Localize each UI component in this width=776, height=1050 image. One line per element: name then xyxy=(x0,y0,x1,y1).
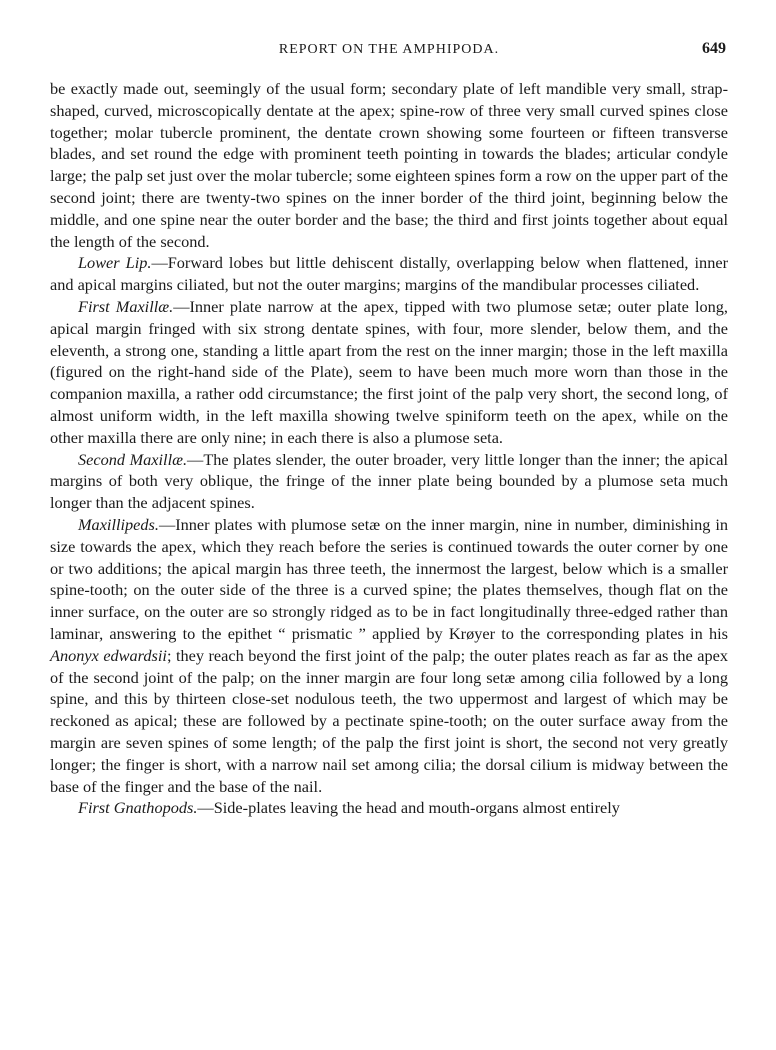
page-number: 649 xyxy=(702,40,726,57)
paragraph-text: —Inner plate narrow at the apex, tipped with two plumose setæ; outer plate long, apical margin fringed with six strong dentate spines, with four, more slender, below them, and the eleventh, a strong one, standing a little apart from the rest on the inner margin; those in the left maxilla (figured on the right-hand side of the Plate), seem to have been much more worn than those in the companion maxilla, a rather odd circumstance; the first joint of the palp very short, the second long, of almost uniform width, in the left maxilla showing twelve spiniform teeth on the apex, while on the other maxilla there are only nine; in each there is also a plumose seta. xyxy=(50,296,728,447)
section-heading-first-gnathopods: First Gnathopods. xyxy=(78,798,198,818)
paragraph-text: —Forward lobes but little dehiscent distally, overlapping below when flattened, inner and apical margins ciliated, but not the outer margins; margins of the mandibular processes ciliated. xyxy=(50,253,728,295)
section-heading-maxillipeds: Maxillipeds. xyxy=(78,514,159,534)
paragraph-text: —Inner plates with plumose setæ on the inner margin, nine in number, diminishing in size towards the apex, which they reach before the series is continued towards the outer corner by one or two additions; the apical margin has three teeth, the innermost the largest, below which is a smaller spine-tooth; on the outer side of the three is a curved spine; the plates themselves, though flat on the inner surface, on the outer are so strongly ridged as to be in fact longitudinally three-edged rather than laminar, answering to the epithet “ prismatic ” applied by Krøyer to the corresponding plates in his xyxy=(50,514,728,643)
paragraph-text: be exactly made out, seemingly of the usual form; secondary plate of left mandible very small, strap-shaped, curved, microscopically dentate at the apex; spine-row of three very small curved spines close together; molar tubercle prominent, the dentate crown showing some fourteen or fifteen transverse blades, and set round the edge with prominent teeth pointing in towards the blades; articular condyle large; the palp set just over the molar tubercle; some eighteen spines form a row on the upper part of the second joint; there are twenty-two spines on the inner border of the third joint, beginning below the middle, and one spine near the outer border and the base; the third and first joints together about equal the length of the second. xyxy=(50,79,728,251)
paragraph-first-maxillae xyxy=(50,296,728,449)
section-heading-second-maxillae: Second Maxillæ. xyxy=(78,449,188,469)
paragraph-first-gnathopods xyxy=(50,797,728,819)
paragraph-maxillipeds xyxy=(50,514,728,797)
paragraph-text: —Side-plates leaving the head and mouth-organs almost entirely xyxy=(197,798,620,818)
running-header xyxy=(50,36,728,64)
paragraph-text: —The plates slender, the outer broader, very little longer than the inner; the apical margins of both very oblique, the fringe of the inner plate being bounded by a plumose seta much longer than the adjacent spines. xyxy=(50,449,729,513)
section-heading-lower-lip: Lower Lip. xyxy=(78,253,152,273)
running-title: REPORT ON THE AMPHIPODA. xyxy=(278,42,500,57)
body-text xyxy=(50,78,728,819)
paragraph-mandible-continued xyxy=(50,78,728,252)
species-name: Anonyx edwardsii xyxy=(50,645,167,665)
paragraph-lower-lip xyxy=(50,252,728,296)
paragraph-second-maxillae xyxy=(50,449,728,514)
paragraph-text: ; they reach beyond the first joint of the palp; the outer plates reach as far as the apex of the second joint of the palp; on the inner margin are four long setæ among cilia followed by a long spine, and this by thirteen close-set nodulous teeth, the two uppermost and largest of which may be reckoned as apical; these are followed by a pectinate spine-tooth; on the outer surface away from the margin are seven spines of some length; of the palp the first joint is short, the second not very greatly longer; the finger is short, with a narrow nail set among cilia; the dorsal cilium is midway between the base of the finger and the base of the nail. xyxy=(50,645,728,796)
page xyxy=(50,36,728,819)
section-heading-first-maxillae: First Maxillæ. xyxy=(78,296,174,316)
